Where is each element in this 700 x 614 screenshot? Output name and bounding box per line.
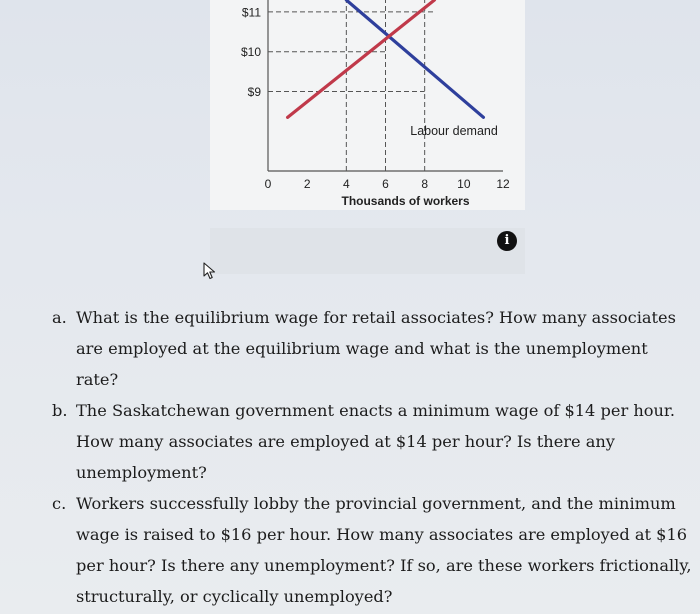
annotations [410,124,498,138]
y-tick-label: $9 [247,84,261,99]
question-item [52,302,692,395]
question-item [52,488,692,612]
question-letter: a. [52,308,67,327]
question-text: Workers successfully lobby the provincial government, and the minimum wage is raised to $16 per hour. How many associates are employed at $16 per hour? Is there any unemployment? If so, are these workers frictionally, structurally, or cyclically unemployed? [76,494,692,606]
question-item [52,395,692,488]
labour-market-chart [210,0,525,215]
y-tick-label: $10 [240,45,261,60]
question-list [52,302,692,612]
question-text: The Saskatchewan government enacts a minimum wage of $14 per hour. How many associates are employed at $14 per hour? Is there any unemployment? [76,401,676,482]
x-axis-label: Thousands of workers [341,194,470,208]
caption-strip [210,228,525,274]
x-tick-label: 6 [382,177,389,191]
x-tick-label: 4 [342,177,350,191]
series-annotation: Labour demand [410,124,498,139]
x-tick-labels [265,177,510,191]
y-tick-labels [241,5,261,99]
x-tick-label: 8 [421,177,429,191]
x-tick-label: 10 [457,177,471,191]
y-tick-label: $11 [241,5,261,20]
info-icon[interactable]: i [497,231,517,251]
guide-lines [268,0,434,171]
question-text: What is the equilibrium wage for retail associates? How many associates are employed at the equilibrium wage and what is the unemployment rate? [76,308,676,389]
question-letter: b. [52,401,68,420]
x-tick-label: 0 [264,177,272,191]
question-letter: c. [52,494,67,513]
x-tick-label: 12 [496,177,510,191]
x-tick-label: 2 [303,177,311,191]
mouse-cursor-icon [202,262,218,280]
